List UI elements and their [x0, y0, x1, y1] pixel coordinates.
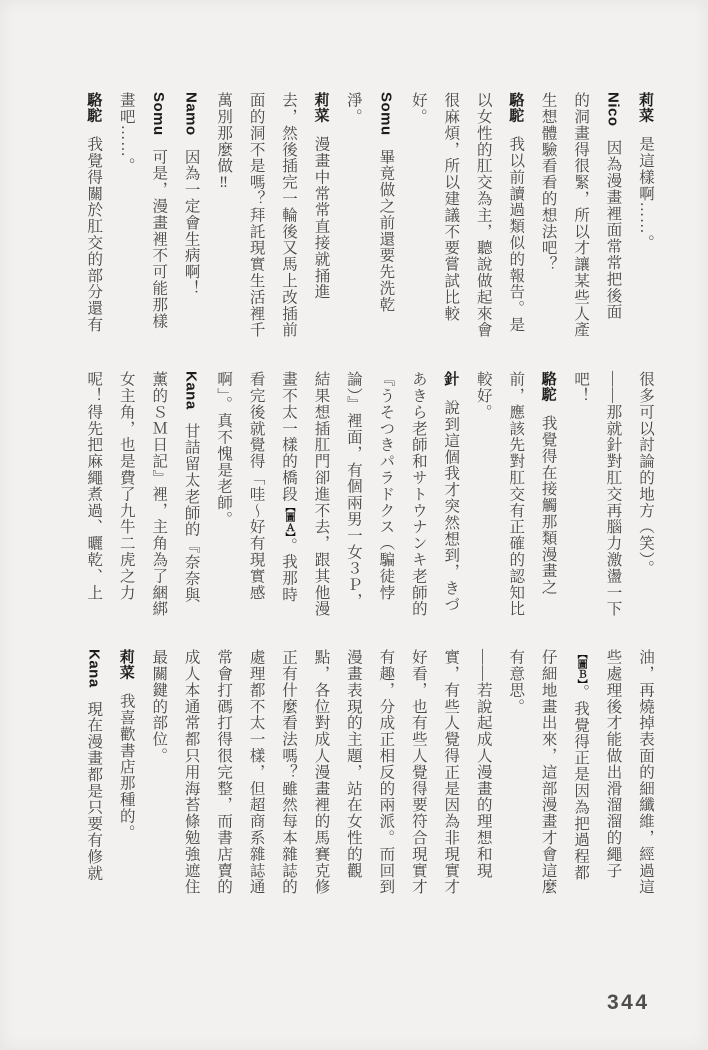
column-text: 有趣，分成正相反的兩派。而回到 — [377, 649, 395, 895]
column-text: 的洞畫得很緊，所以才讓某些人產 — [572, 92, 590, 338]
text-column — [539, 92, 555, 339]
figure-ref: 【圖Ａ】 — [283, 502, 295, 538]
text-column — [572, 649, 588, 896]
text-column — [312, 92, 328, 339]
text-column — [247, 92, 263, 339]
text-column — [604, 649, 620, 896]
column-text: 很多可以討論的地方（笑）。 — [637, 371, 654, 577]
column-text: 。我那時 — [280, 537, 298, 603]
text-column — [312, 649, 328, 896]
text-column — [215, 371, 231, 618]
text-column — [117, 92, 133, 339]
text-column — [442, 371, 458, 618]
column-text: 正有什麼看法嗎？雖然每本雜誌的 — [280, 649, 298, 895]
text-column — [637, 92, 653, 339]
column-text: 我覺得在接觸那類漫畫之 — [539, 415, 557, 596]
column-text: 些處理後才能做出滑溜溜的繩子 — [604, 649, 622, 879]
text-row-2 — [69, 371, 653, 618]
speaker-label: Somu — [377, 92, 395, 136]
column-text: 我喜歡書店那種的。 — [117, 693, 135, 841]
figure-ref: 【圖Ｂ】 — [575, 649, 587, 684]
column-text: 常會打碼打得很完整，而書店賣的 — [215, 649, 233, 895]
column-text: 點，各位對成人漫畫裡的馬賽克修 — [312, 649, 330, 895]
column-text: 好看，也有些人覺得要符合現實才 — [409, 649, 427, 895]
column-text: ——若說起成人漫畫的理想和現 — [474, 649, 492, 879]
speaker-label: Kana — [182, 371, 200, 410]
text-column — [539, 649, 555, 896]
column-text: 我以前讀過類似的報告。是 — [507, 136, 525, 333]
text-column — [474, 371, 490, 618]
text-column — [280, 371, 296, 618]
column-text: 很麻煩，所以建議不要嘗試比較 — [442, 92, 460, 322]
speaker-label: 駱駝 — [539, 371, 557, 402]
column-text: 『うそつきパラドクス（騙徒悖 — [377, 371, 395, 601]
column-text: あきら老師和サトウナンキ老師的 — [409, 371, 427, 617]
speaker-label: 駱駝 — [507, 92, 525, 123]
text-column — [182, 371, 198, 618]
column-text: 看完後就覺得「哇～好有現實感 — [247, 371, 265, 601]
text-column — [215, 92, 231, 339]
text-column — [377, 649, 393, 896]
text-column — [442, 92, 458, 339]
column-text: 好。 — [409, 92, 427, 125]
text-column — [280, 649, 296, 896]
text-column — [410, 371, 426, 618]
text-column — [312, 371, 328, 618]
column-text: 論）』裡面，有個兩男一女３Ｐ， — [344, 371, 362, 610]
text-column — [247, 371, 263, 618]
text-column — [85, 92, 101, 339]
column-text: 前，應該先對肛交有正確的認知比 — [507, 371, 525, 617]
column-text: 有意思。 — [507, 649, 525, 715]
text-column — [182, 92, 198, 339]
column-text: 以女性的肛交為主，聽說做起來會 — [474, 92, 492, 338]
text-column — [150, 371, 166, 618]
text-column — [507, 371, 523, 618]
text-column — [572, 92, 588, 339]
speaker-label: 莉菜 — [637, 92, 654, 123]
text-column — [117, 371, 133, 618]
speaker-label: Namo — [182, 92, 200, 136]
column-text: 仔細地畫出來，這部漫畫才會這麼 — [539, 649, 557, 895]
text-column — [85, 649, 101, 896]
column-text: 畢竟做之前還要先洗乾 — [377, 148, 395, 313]
column-text: 因為漫畫裡面常常把後面 — [604, 139, 622, 320]
column-text: 結果想插肛門卻進不去，跟其他漫 — [312, 371, 330, 617]
text-column — [150, 92, 166, 339]
text-column — [85, 371, 101, 618]
text-column — [604, 92, 620, 339]
text-column — [345, 92, 361, 339]
column-text: 生想體驗看看的想法吧？ — [539, 92, 557, 273]
text-column — [637, 649, 653, 896]
column-text: 說到這個我才突然想到，きづ — [442, 399, 460, 613]
page-number: 344 — [607, 991, 650, 1014]
column-text: 漫畫表現的主題，站在女性的觀 — [344, 649, 362, 879]
speaker-label: 駱駝 — [85, 92, 103, 123]
speaker-label: Nico — [604, 92, 622, 127]
text-column — [410, 92, 426, 339]
column-text: 漫畫中常常直接就捅進 — [312, 136, 330, 300]
column-text: 。我覺得正是因為把過程都 — [572, 684, 590, 881]
column-text: 最關鍵的部位。 — [150, 649, 168, 764]
text-column — [377, 92, 393, 339]
column-text: 淨。 — [344, 92, 362, 125]
column-text: 甘詰留太老師的『奈奈與 — [182, 422, 200, 604]
column-text: 油，再燒掉表面的細纖維，經過這 — [637, 649, 654, 895]
column-text: 女主角，也是費了九牛二虎之力 — [117, 371, 135, 601]
text-row-1 — [69, 92, 653, 339]
column-text: 我覺得關於肛交的部分還有 — [85, 136, 103, 333]
text-column — [507, 92, 523, 339]
column-text: 畫不太一樣的橋段 — [280, 371, 298, 503]
column-text: 去，然後插完一輪後又馬上改插前 — [280, 92, 298, 338]
column-text: 啊」。真不愧是老師。 — [215, 371, 233, 528]
column-text: 實，有些人覺得正是因為非現實才 — [442, 649, 460, 895]
speaker-label: Kana — [85, 649, 103, 688]
column-text: 成人本通常都只用海苔條勉強遮住 — [182, 649, 200, 895]
text-column — [539, 371, 555, 618]
speaker-label: Somu — [150, 92, 168, 136]
column-text: 處理都不太一樣，但超商系雜誌通 — [247, 649, 265, 895]
column-text: ——那就針對肛交再腦力激盪一下 — [604, 371, 622, 617]
column-text: 因為一定會生病啊！ — [182, 148, 200, 297]
text-column — [247, 649, 263, 896]
text-column — [507, 649, 523, 896]
text-column — [572, 371, 588, 618]
text-column — [637, 371, 653, 618]
text-column — [442, 649, 458, 896]
text-column — [345, 371, 361, 618]
text-column — [117, 649, 133, 896]
column-text: 較好。 — [474, 371, 492, 421]
column-text: 現在漫畫都是只要有修就 — [85, 700, 103, 882]
column-text: 面的洞不是嗎？拜託現實生活裡千 — [247, 92, 265, 338]
column-text: 吧！ — [572, 371, 590, 404]
text-column — [345, 649, 361, 896]
text-column — [604, 371, 620, 618]
column-text: 畫吧……。 — [117, 92, 135, 174]
column-text: 可是，漫畫裡不可能那樣 — [150, 148, 168, 330]
text-column — [150, 649, 166, 896]
column-text: 薰的ＳＭ日記』裡，主角為了綑綁 — [150, 371, 168, 617]
text-column — [474, 649, 490, 896]
text-column — [182, 649, 198, 896]
text-column — [474, 92, 490, 339]
column-text: 呢！得先把麻繩煮過、曬乾、上 — [85, 371, 103, 601]
column-text: 萬別那麼做‼ — [215, 92, 233, 192]
text-column — [280, 92, 296, 339]
text-column — [410, 649, 426, 896]
text-row-3 — [69, 649, 653, 896]
column-text: 是這樣啊……。 — [637, 136, 654, 251]
text-column — [215, 649, 231, 896]
speaker-label: 莉菜 — [312, 92, 330, 123]
text-column — [377, 371, 393, 618]
speaker-label: 針 — [442, 371, 460, 387]
speaker-label: 莉菜 — [117, 649, 135, 680]
